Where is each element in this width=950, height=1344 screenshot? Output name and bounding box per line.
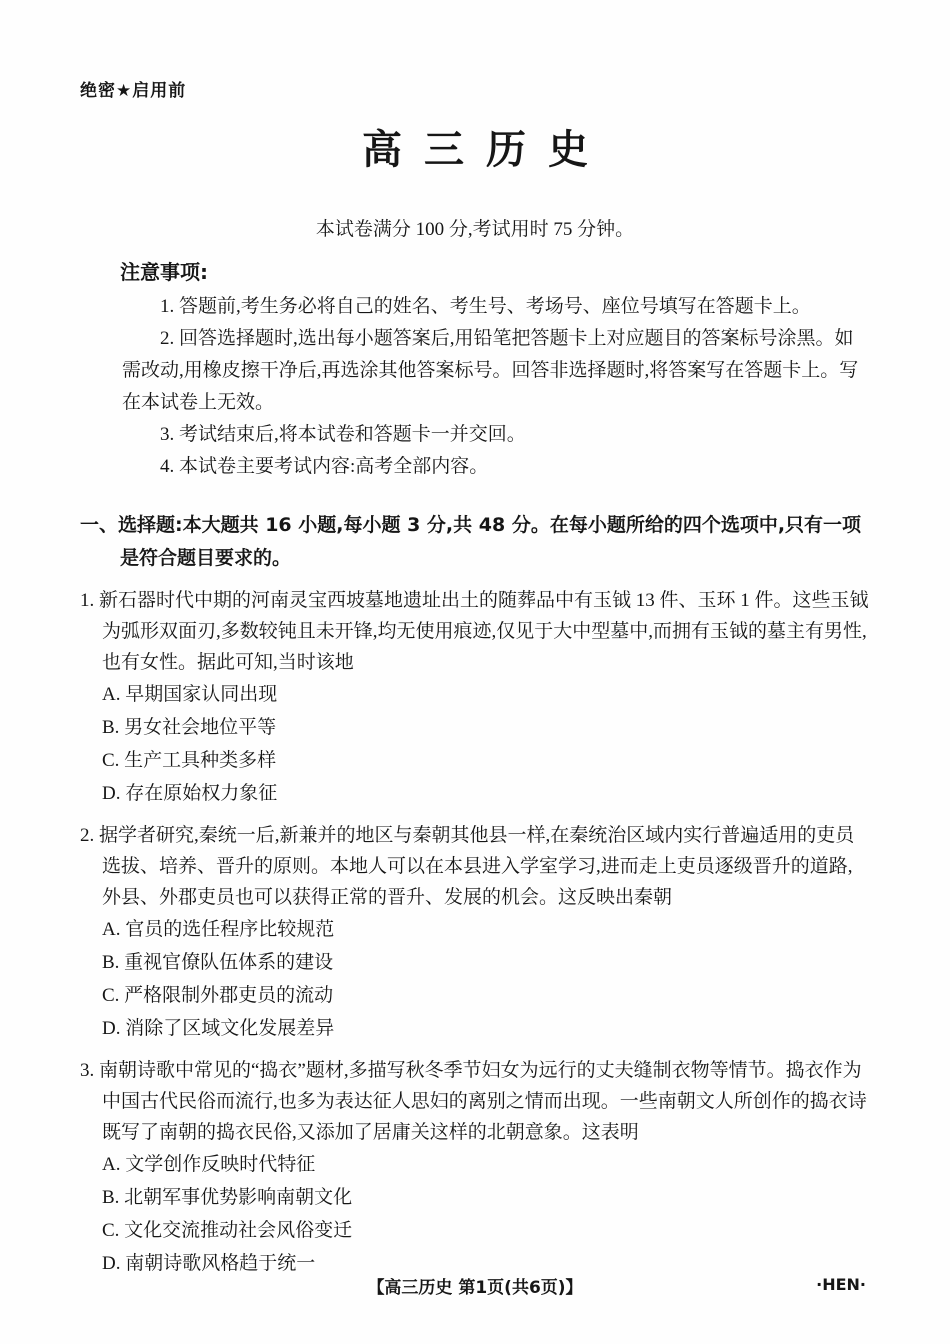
- notice-item-2: 2. 回答选择题时,选出每小题答案后,用铅笔把答题卡上对应题目的答案标号涂黑。如需改动,用橡皮擦干净后,再选涂其他答案标号。回答非选择题时,将答案写在答题卡上。写在本试卷上无效。: [122, 328, 859, 413]
- question-1-option-b: B. 男女社会地位平等: [102, 717, 277, 738]
- question-1-text: 新石器时代中期的河南灵宝西坡墓地遗址出土的随葬品中有玉钺 13 件、玉环 1 件。这些玉钺为弧形双面刃,多数较钝且未开锋,均无使用痕迹,仅见于大中型墓中,而拥有玉钺的墓主有男性,也有女性。据此可知,当时该地: [99, 590, 869, 673]
- footer-page-info: 【高三历史 第1页(共6页)】: [367, 1278, 583, 1298]
- question-2-number: 2.: [80, 825, 95, 846]
- question-1: [80, 585, 870, 810]
- question-1-stem: [80, 585, 870, 678]
- footer-code: ·HEN·: [816, 1275, 866, 1294]
- question-3-stem: [80, 1055, 870, 1148]
- question-2-option-d: D. 消除了区域文化发展差异: [102, 1018, 335, 1039]
- page-footer: [0, 1273, 950, 1298]
- question-3-option-d: D. 南朝诗歌风格趋于统一: [102, 1253, 316, 1274]
- notice-item-1: 1. 答题前,考生务必将自己的姓名、考生号、考场号、座位号填写在答题卡上。: [160, 296, 811, 317]
- question-2-text: 据学者研究,秦统一后,新兼并的地区与秦朝其他县一样,在秦统治区域内实行普遍适用的吏员选拔、培养、晋升的原则。本地人可以在本县进入学室学习,进而走上吏员逐级晋升的道路,外县、外郡吏员也可以获得正常的晋升、发展的机会。这反映出秦朝: [99, 825, 855, 908]
- question-3-option-c: C. 文化交流推动社会风俗变迁: [102, 1220, 353, 1241]
- question-2-stem: [80, 820, 870, 913]
- classification-label: 绝密★启用前: [80, 81, 187, 101]
- exam-title: 高三历史: [362, 127, 610, 173]
- question-2-option-c: C. 严格限制外郡吏员的流动: [102, 985, 334, 1006]
- notice-heading: 注意事项:: [120, 260, 208, 284]
- question-1-number: 1.: [80, 590, 95, 611]
- question-2: [80, 820, 870, 1045]
- notice-item-4: 4. 本试卷主要考试内容:高考全部内容。: [160, 456, 489, 477]
- question-3-option-a: A. 文学创作反映时代特征: [102, 1154, 316, 1175]
- question-1-option-a: A. 早期国家认同出现: [102, 684, 278, 705]
- question-3-option-b: B. 北朝军事优势影响南朝文化: [102, 1187, 353, 1208]
- question-1-option-c: C. 生产工具种类多样: [102, 750, 277, 771]
- section-heading: 一、选择题:本大题共 16 小题,每小题 3 分,共 48 分。在每小题所给的四个选项中,只有一项是符合题目要求的。: [80, 514, 862, 569]
- question-3-text: 南朝诗歌中常见的“捣衣”题材,多描写秋冬季节妇女为远行的丈夫缝制衣物等情节。捣衣作为中国古代民俗而流行,也多为表达征人思妇的离别之情而出现。一些南朝文人所创作的捣衣诗既写了南朝的捣衣民俗,又添加了居庸关这样的北朝意象。这表明: [99, 1060, 867, 1143]
- exam-subtitle: 本试卷满分 100 分,考试用时 75 分钟。: [315, 219, 635, 240]
- notice-item-3: 3. 考试结束后,将本试卷和答题卡一并交回。: [160, 424, 526, 445]
- question-3: [80, 1055, 870, 1280]
- question-2-option-b: B. 重视官僚队伍体系的建设: [102, 952, 334, 973]
- question-3-number: 3.: [80, 1060, 95, 1081]
- notice-list: [80, 291, 870, 483]
- question-1-option-d: D. 存在原始权力象征: [102, 783, 278, 804]
- question-2-option-a: A. 官员的选任程序比较规范: [102, 919, 335, 940]
